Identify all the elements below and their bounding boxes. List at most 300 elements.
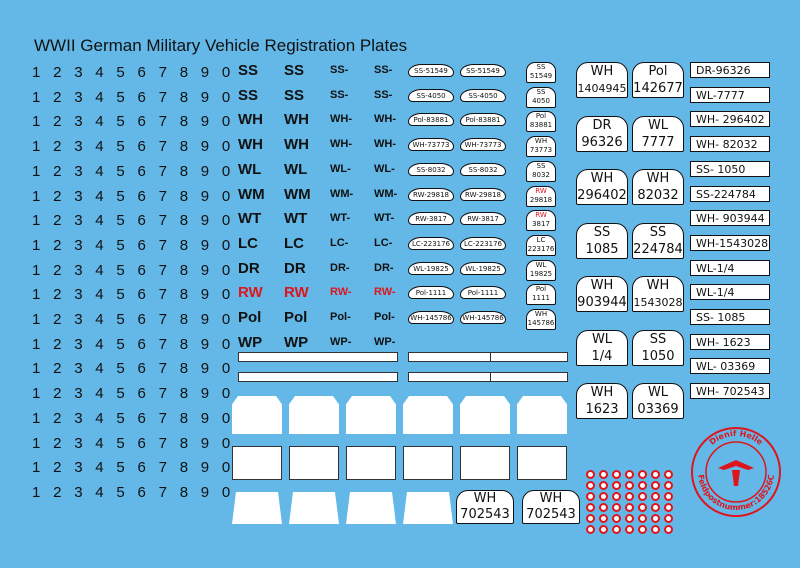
digit: 5 <box>116 311 125 328</box>
digit: 0 <box>221 261 231 279</box>
blank-shaped-plate <box>460 396 510 434</box>
digit: 1 <box>32 385 41 403</box>
blank-shaped-plate <box>517 396 567 434</box>
digit: 8 <box>179 434 189 452</box>
registration-plate <box>632 383 684 419</box>
roundel-dot <box>586 525 595 534</box>
digit: 3 <box>74 459 83 477</box>
roundel-dot <box>664 514 673 523</box>
digit: 9 <box>200 459 210 477</box>
plate-prefix: WH <box>534 137 548 146</box>
registration-plate <box>456 490 514 524</box>
digit: 1 <box>32 434 41 452</box>
plate-prefix: SS <box>593 224 611 240</box>
plate-number: 223176 <box>527 244 555 253</box>
digit: 7 <box>158 483 167 501</box>
digit: 4 <box>95 88 104 106</box>
prefix-large: DR <box>238 259 260 277</box>
digit: 1 <box>32 236 41 254</box>
digit: 9 <box>200 360 210 378</box>
field-post-stamp <box>688 424 784 520</box>
plate-number: 1050 <box>641 348 675 364</box>
roundel-dot <box>612 514 621 523</box>
plate-number: 8032 <box>532 170 550 179</box>
digit: 1 <box>32 212 41 230</box>
digit: 8 <box>179 187 189 205</box>
prefix-small: WP- <box>374 335 396 348</box>
prefix-large: SS <box>238 86 259 104</box>
digit: 6 <box>137 138 146 156</box>
digit: 2 <box>53 286 62 304</box>
prefix-small: SS- <box>330 64 349 76</box>
digit: 1 <box>32 286 41 304</box>
digit: 9 <box>200 261 210 279</box>
long-plate: WH- 296402 <box>690 111 770 127</box>
digit: 9 <box>200 187 210 205</box>
digit: 8 <box>179 212 189 230</box>
blank-plate <box>460 446 510 480</box>
curved-plate: RW-29818 <box>408 188 454 201</box>
long-plate: WL-1/4 <box>690 284 770 300</box>
digit: 9 <box>200 64 210 81</box>
roundel-dot <box>638 514 647 523</box>
plate-number: 224784 <box>633 241 683 257</box>
digit: 1 <box>32 64 41 81</box>
curved-plate: WH-145786 <box>460 311 506 324</box>
small-square-plate <box>526 260 556 281</box>
roundel-dot <box>638 470 647 479</box>
digit: 1 <box>32 335 41 353</box>
prefix-large: WT <box>284 210 308 228</box>
digit: 7 <box>158 187 167 205</box>
digit: 4 <box>95 261 104 279</box>
digit: 1 <box>32 113 41 131</box>
small-square-plate <box>526 111 556 132</box>
digit: 1 <box>32 162 41 180</box>
roundel-dot <box>651 492 660 501</box>
blank-plate <box>517 446 567 480</box>
blank-shaped-plate <box>232 396 282 434</box>
roundel-dot <box>664 525 673 534</box>
blank-shaped-plate <box>346 396 396 434</box>
registration-plate <box>576 116 628 152</box>
roundel-dot <box>625 481 634 490</box>
digit: 3 <box>74 434 83 452</box>
prefix-large: LC <box>238 234 258 252</box>
digit: 2 <box>53 236 62 254</box>
digit: 3 <box>74 335 83 353</box>
digit: 5 <box>116 64 125 81</box>
prefix-large: WP <box>238 333 263 351</box>
digit: 6 <box>137 64 146 81</box>
small-square-plate <box>526 62 556 83</box>
registration-plate <box>632 276 684 312</box>
digit: 7 <box>158 212 167 230</box>
plate-prefix: DR <box>592 117 612 133</box>
plate-prefix: WH <box>590 385 614 400</box>
digit: 0 <box>221 434 231 452</box>
eagle-emblem-icon <box>718 460 754 486</box>
curved-plate: Pol-1111 <box>408 286 454 299</box>
digit: 6 <box>137 385 146 403</box>
digit: 3 <box>74 286 83 304</box>
prefix-small: DR- <box>330 261 350 274</box>
digit: 9 <box>200 385 210 403</box>
digit: 6 <box>137 483 146 501</box>
plate-prefix: WH <box>473 491 497 506</box>
roundel-dot <box>638 503 647 512</box>
digit: 5 <box>116 236 125 254</box>
digit: 0 <box>221 64 231 81</box>
roundel-dot <box>612 525 621 534</box>
plate-number: 1/4 <box>591 348 613 364</box>
long-plate: WL- 03369 <box>690 358 770 374</box>
curved-plate: WH-73773 <box>408 138 454 151</box>
digit: 9 <box>200 286 210 304</box>
digit: 3 <box>74 64 83 81</box>
digit: 0 <box>221 335 231 353</box>
prefix-large: WL <box>238 160 262 178</box>
digit: 0 <box>221 385 231 403</box>
plate-prefix: SS <box>536 87 546 96</box>
roundel-dot <box>651 514 660 523</box>
roundel-dot <box>664 481 673 490</box>
digit: 1 <box>32 187 41 205</box>
prefix-small: Pol- <box>374 311 395 323</box>
digit: 6 <box>137 187 146 205</box>
prefix-small: WP- <box>330 335 352 348</box>
plate-prefix: SS <box>649 331 667 347</box>
digit: 6 <box>137 335 146 353</box>
roundel-dot <box>651 525 660 534</box>
plate-number: 1085 <box>585 241 619 257</box>
digit: 2 <box>53 459 62 477</box>
digit: 3 <box>74 483 83 501</box>
digit: 6 <box>137 286 146 304</box>
digit: 5 <box>116 187 125 205</box>
roundel-dot <box>612 503 621 512</box>
digit: 8 <box>179 483 189 501</box>
plate-number: 1404945 <box>577 82 627 95</box>
digit: 4 <box>95 236 104 254</box>
digit: 2 <box>53 187 62 205</box>
digit: 7 <box>158 138 167 156</box>
digit: 8 <box>179 385 189 403</box>
prefix-small: WH- <box>374 138 396 151</box>
roundel-dot <box>651 470 660 479</box>
stamp-text: Feldpostnummer:18526C <box>696 473 776 513</box>
prefix-small: DR- <box>374 261 394 274</box>
digit: 0 <box>221 286 231 304</box>
digit: 8 <box>179 409 189 427</box>
plate-prefix: Pol <box>535 112 547 121</box>
digit: 7 <box>158 360 167 378</box>
digit: 2 <box>53 360 62 378</box>
digit: 9 <box>200 113 210 131</box>
digit: 5 <box>116 212 125 230</box>
prefix-small: RW- <box>374 286 396 299</box>
prefix-small: WH- <box>330 113 352 126</box>
digit: 0 <box>221 162 231 180</box>
plate-number: 73773 <box>529 146 553 155</box>
prefix-small: LC- <box>374 236 393 249</box>
digit: 6 <box>137 434 146 452</box>
small-square-plate <box>526 309 556 330</box>
registration-plate <box>632 223 684 259</box>
digit: 6 <box>137 88 146 106</box>
digit: 1 <box>32 409 41 427</box>
digit: 8 <box>179 64 189 81</box>
roundel-dot <box>586 470 595 479</box>
digit: 1 <box>32 360 41 378</box>
curved-plate: WL-19825 <box>460 262 506 275</box>
digit: 7 <box>158 311 167 328</box>
digit: 7 <box>158 261 167 279</box>
plate-prefix: SS <box>536 63 546 71</box>
digit: 3 <box>74 236 83 254</box>
digit: 2 <box>53 385 62 403</box>
digit: 8 <box>179 113 189 131</box>
registration-plate <box>632 116 684 152</box>
plate-number: 903944 <box>577 295 627 310</box>
digit: 9 <box>200 236 210 254</box>
digit: 0 <box>221 88 231 106</box>
digit: 9 <box>200 212 210 230</box>
digit: 0 <box>221 212 231 230</box>
curved-plate: SS-8032 <box>408 163 454 176</box>
curved-plate: RW-3817 <box>408 212 454 225</box>
digit: 5 <box>116 385 125 403</box>
prefix-small: SS- <box>374 64 393 76</box>
digit: 7 <box>158 162 167 180</box>
digit: 8 <box>179 88 189 106</box>
small-square-plate <box>526 161 556 182</box>
roundel-dot <box>612 481 621 490</box>
registration-plate <box>576 330 628 366</box>
curved-plate: RW-29818 <box>460 188 506 201</box>
small-square-plate <box>526 87 556 108</box>
digit: 3 <box>74 212 83 230</box>
long-plate: WL-1/4 <box>690 260 770 276</box>
digit: 7 <box>158 236 167 254</box>
plate-prefix: Pol <box>648 64 668 79</box>
roundel-dot <box>664 492 673 501</box>
plate-prefix: RW <box>535 186 547 195</box>
digit: 5 <box>116 113 125 131</box>
plate-number: 7777 <box>641 134 675 150</box>
small-square-plate <box>526 284 556 305</box>
registration-plate <box>576 276 628 312</box>
digit: 8 <box>179 311 189 328</box>
roundel-dot <box>638 492 647 501</box>
prefix-large: Pol <box>284 309 308 326</box>
prefix-small: WL- <box>374 162 395 175</box>
digit: 8 <box>179 261 189 279</box>
prefix-large: WT <box>238 210 262 228</box>
blank-trapezoid-plate <box>403 492 453 524</box>
blank-strip <box>238 352 398 362</box>
plate-prefix: SS <box>649 224 667 240</box>
digit: 3 <box>74 187 83 205</box>
plate-prefix: RW <box>535 211 547 220</box>
digit: 0 <box>221 138 231 156</box>
plate-number: 296402 <box>577 188 627 203</box>
digit: 3 <box>74 261 83 279</box>
plate-prefix: WL <box>647 117 669 133</box>
digit: 2 <box>53 113 62 131</box>
blank-trapezoid-plate <box>232 492 282 524</box>
plate-prefix: WH <box>646 171 670 186</box>
digit: 5 <box>116 162 125 180</box>
curved-plate: RW-3817 <box>460 212 506 225</box>
digit: 2 <box>53 162 62 180</box>
roundel-dot <box>586 492 595 501</box>
plate-prefix: WH <box>534 310 548 318</box>
blank-strip <box>238 372 398 382</box>
long-plate: SS-224784 <box>690 186 770 202</box>
long-plate: WH- 702543 <box>690 383 770 399</box>
digit: 4 <box>95 286 104 304</box>
plate-prefix: WH <box>539 491 563 506</box>
prefix-small: SS- <box>330 88 349 101</box>
prefix-small: WT- <box>374 212 395 225</box>
prefix-large: WH <box>238 111 263 129</box>
plate-prefix: WL <box>647 385 669 400</box>
digit: 6 <box>137 311 146 328</box>
digit: 5 <box>116 138 125 156</box>
digit: 4 <box>95 385 104 403</box>
blank-trapezoid-plate <box>289 492 339 524</box>
digit: 5 <box>116 434 125 452</box>
plate-prefix: WH <box>590 64 614 79</box>
plate-prefix: WH <box>590 171 614 186</box>
prefix-small: LC- <box>330 236 349 249</box>
prefix-large: WM <box>238 185 265 203</box>
prefix-small: WT- <box>330 212 351 225</box>
roundel-dot <box>625 525 634 534</box>
digit: 4 <box>95 483 104 501</box>
digit: 2 <box>53 261 62 279</box>
digit: 2 <box>53 335 62 353</box>
curved-plate: WH-73773 <box>460 138 506 151</box>
registration-plate <box>632 169 684 205</box>
digit: 9 <box>200 88 210 106</box>
long-plate: WH- 903944 <box>690 210 770 226</box>
digit: 0 <box>221 360 231 378</box>
digit: 4 <box>95 113 104 131</box>
prefix-small: Pol- <box>330 311 351 323</box>
curved-plate: SS-8032 <box>460 163 506 176</box>
curved-plate: SS-4050 <box>460 89 506 102</box>
long-plate: WH- 82032 <box>690 136 770 152</box>
digit: 1 <box>32 459 41 477</box>
digit: 8 <box>179 459 189 477</box>
plate-number: 19825 <box>529 269 553 278</box>
digit: 2 <box>53 311 62 328</box>
digit: 8 <box>179 162 189 180</box>
blank-plate <box>289 446 339 480</box>
plate-number: 29818 <box>529 195 553 204</box>
prefix-large: SS <box>284 86 305 104</box>
digit: 7 <box>158 64 167 81</box>
digit: 0 <box>221 236 231 254</box>
digit: 3 <box>74 88 83 106</box>
digit: 8 <box>179 138 189 156</box>
digit: 0 <box>221 187 231 205</box>
digit: 9 <box>200 483 210 501</box>
blank-plate <box>403 446 453 480</box>
prefix-small: WH- <box>330 138 352 151</box>
blank-shaped-plate <box>289 396 339 434</box>
digit: 9 <box>200 311 210 328</box>
plate-number: 83881 <box>529 121 553 130</box>
digit: 4 <box>95 162 104 180</box>
digit: 5 <box>116 483 125 501</box>
digit: 8 <box>179 236 189 254</box>
roundel-dot <box>651 503 660 512</box>
registration-plate <box>576 223 628 259</box>
digit: 3 <box>74 113 83 131</box>
digit: 6 <box>137 212 146 230</box>
prefix-large: SS <box>284 62 305 79</box>
digit: 5 <box>116 459 125 477</box>
small-square-plate <box>526 136 556 157</box>
digit: 8 <box>179 286 189 304</box>
plate-number: 03369 <box>637 402 679 417</box>
digit: 6 <box>137 162 146 180</box>
digit: 1 <box>32 138 41 156</box>
digit: 5 <box>116 409 125 427</box>
digit: 3 <box>74 409 83 427</box>
digit: 4 <box>95 138 104 156</box>
prefix-small: WH- <box>374 113 396 126</box>
prefix-large: WH <box>238 136 263 154</box>
plate-number: 1111 <box>532 294 550 303</box>
roundel-dot <box>625 470 634 479</box>
digit: 2 <box>53 483 62 501</box>
digit: 6 <box>137 459 146 477</box>
prefix-small: WL- <box>330 162 351 175</box>
plate-number: 96326 <box>581 134 623 150</box>
curved-plate: LC-223176 <box>460 237 506 250</box>
digit: 4 <box>95 409 104 427</box>
digit: 3 <box>74 360 83 378</box>
roundel-dot <box>586 514 595 523</box>
plate-prefix: LC <box>536 235 546 244</box>
digit: 4 <box>95 434 104 452</box>
digit: 0 <box>221 459 231 477</box>
digit: 5 <box>116 335 125 353</box>
digit: 8 <box>179 335 189 353</box>
roundel-dot <box>625 514 634 523</box>
digit: 2 <box>53 212 62 230</box>
roundel-dot <box>638 481 647 490</box>
plate-number: 702543 <box>526 507 576 522</box>
small-square-plate <box>526 235 556 256</box>
curved-plate: SS-51549 <box>408 64 454 77</box>
curved-plate: LC-223176 <box>408 237 454 250</box>
plate-prefix: WH <box>646 278 670 293</box>
digit: 6 <box>137 236 146 254</box>
plate-number: 82032 <box>637 188 679 203</box>
plate-prefix: WL <box>591 331 613 347</box>
digit: 4 <box>95 360 104 378</box>
digit: 7 <box>158 113 167 131</box>
blank-trapezoid-plate <box>346 492 396 524</box>
long-plate: WL-7777 <box>690 87 770 103</box>
digit: 7 <box>158 335 167 353</box>
stamp-text: Dienif Helle <box>707 428 765 447</box>
